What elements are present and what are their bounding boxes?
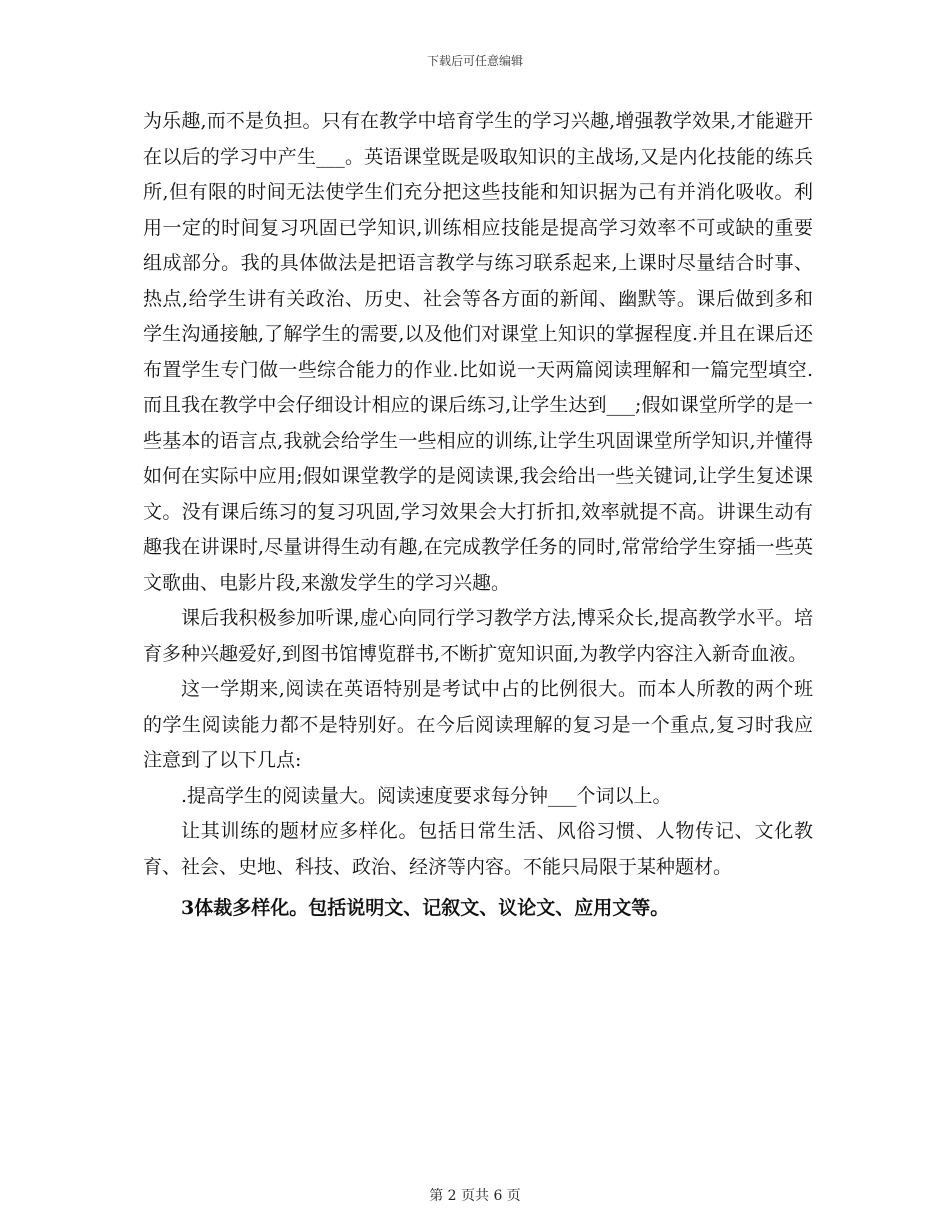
paragraph-4: .提高学生的阅读量大。阅读速度要求每分钟___个词以上。 bbox=[181, 784, 672, 807]
document-body bbox=[143, 104, 813, 927]
paragraph-5: 让其训练的题材应多样化。包括日常生活、风俗习惯、人物传记、文化教育、社会、史地、科技、政治、经济等内容。不能只局限于某种题材。 bbox=[143, 820, 813, 878]
paragraph-3: 这一学期来,阅读在英语特别是考试中占的比例很大。而本人所教的两个班的学生阅读能力都不是特别好。在今后阅读理解的复习是一个重点,复习时我应注意到了以下几点: bbox=[143, 678, 813, 771]
page-header: 下载后可任意编辑 bbox=[426, 54, 523, 68]
paragraph-6-bold: 3体裁多样化。包括说明文、记叙文、议论文、应用文等。 bbox=[181, 897, 670, 919]
page-footer: 第 2 页共 6 页 bbox=[429, 1188, 521, 1204]
paragraph-2: 课后我积极参加听课,虚心向同行学习教学方法,博采众长,提高教学水平。培育多种兴趣爱好,到图书馆博览群书,不断扩宽知识面,为教学内容注入新奇血液。 bbox=[143, 607, 813, 665]
paragraph-1: 为乐趣,而不是负担。只有在教学中培育学生的学习兴趣,增强教学效果,才能避开在以后的学习中产生___。英语课堂既是吸取知识的主战场,又是内化技能的练兵所,但有限的时间无法使学生们充分把这些技能和知识据为己有并消化吸收。利用一定的时间复习巩固已学知识,训练相应技能是提高学习效率不可或缺的重要组成部分。我的具体做法是把语言教学与练习联系起来,上课时尽量结合时事、热点,给学生讲有关政治、历史、社会等各方面的新闻、幽默等。课后做到多和学生沟通接触,了解学生的需要,以及他们对课堂上知识的掌握程度.并且在课后还布置学生专门做一些综合能力的作业.比如说一天两篇阅读理解和一篇完型填空.而且我在教学中会仔细设计相应的课后练习,让学生达到___;假如课堂所学的是一些基本的语言点,我就会给学生一些相应的训练,让学生巩固课堂所学知识,并懂得如何在实际中应用;假如课堂教学的是阅读课,我会给出一些关键词,让学生复述课文。没有课后练习的复习巩固,学习效果会大打折扣,效率就提不高。讲课生动有趣我在讲课时,尽量讲得生动有趣,在完成教学任务的同时,常常给学生穿插一些英文歌曲、电影片段,来激发学生的学习兴趣。 bbox=[143, 110, 813, 594]
